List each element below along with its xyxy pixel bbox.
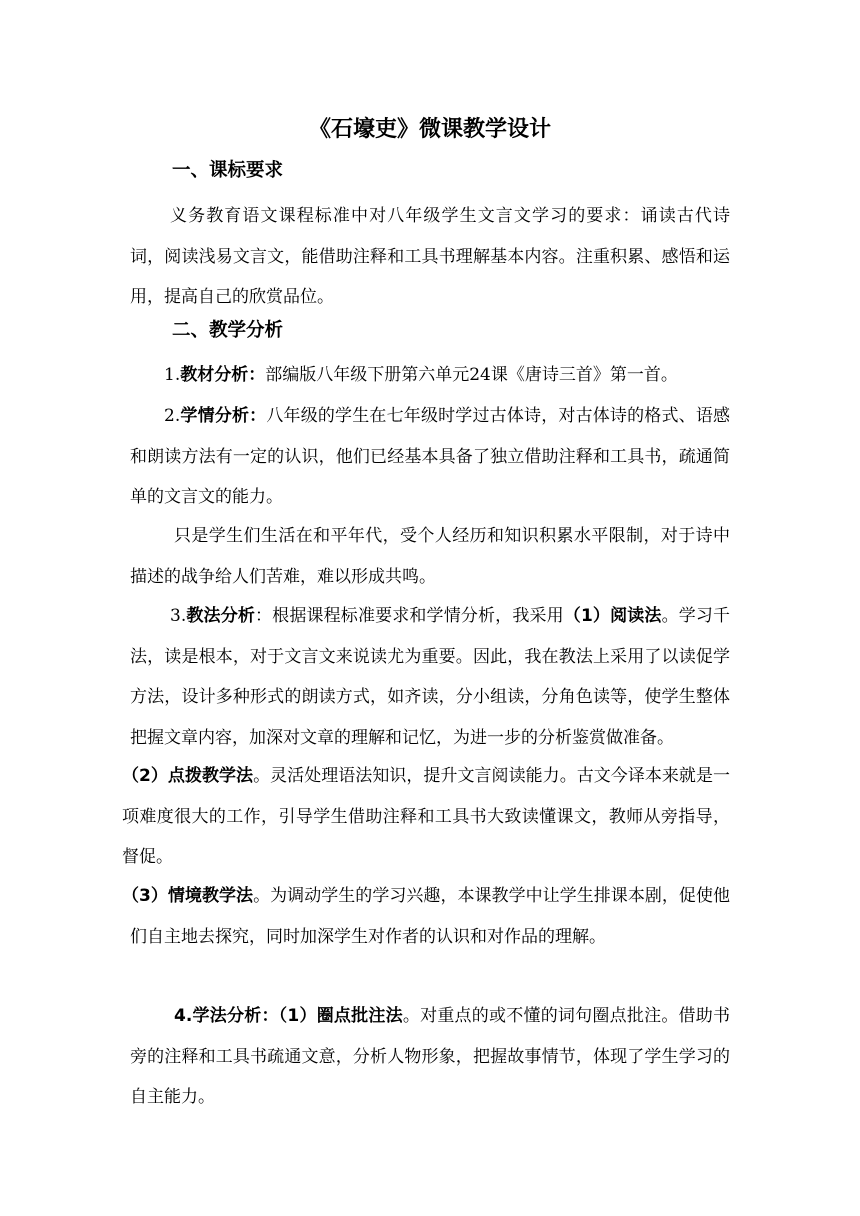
- section-heading-analysis: 二、教学分析: [172, 320, 284, 341]
- item-text: 。灵活处理语法知识，提升文言阅读能力。古文今译本来就是一项难度很大的工作，引导学生借助注释和工具书大致读懂课文，教师从旁指导，督促。: [122, 766, 730, 867]
- paragraph-curriculum: 义务教育语文课程标准中对八年级学生文言文学习的要求：诵读古代诗词，阅读浅易文言文，能借助注释和工具书理解基本内容。注重积累、感悟和运用，提高自己的欣赏品位。: [130, 206, 730, 307]
- item-text: 根据课程标准要求和学情分析，我采用: [272, 606, 564, 626]
- item-number: 1.: [164, 365, 181, 385]
- item-number: 3.: [170, 606, 187, 626]
- item-label: 教法分析: [186, 606, 256, 626]
- paragraph-textbook-analysis: [130, 355, 730, 396]
- paragraph-student-analysis: [130, 396, 730, 518]
- item-colon: ：: [255, 606, 273, 626]
- paragraph-learning-method: [130, 996, 730, 1118]
- document-title: 《石壕吏》微课教学设计: [308, 117, 551, 142]
- method-reading: （1）阅读法: [563, 606, 662, 626]
- item-colon: ：: [249, 406, 267, 426]
- item-text: 。为调动学生的学习兴趣，本课教学中让学生排课本剧，促使他们自主地去探究，同时加深学生对作者的认识和对作品的理解。: [130, 886, 730, 947]
- item-label: 教材分析: [180, 365, 249, 385]
- item-text: 八年级的学生在七年级时学过古体诗，对古体诗的格式、语感和朗读方法有一定的认识，他们已经基本具备了独立借助注释和工具书，疏通简单的文言文的能力。: [130, 406, 731, 507]
- item-number: 4.: [174, 1006, 193, 1026]
- item-text: 。学习千法，读是根本，对于文言文来说读尤为重要。因此，我在教法上采用了以读促学方法，设计多种形式的朗读方式，如齐读，分小组读，分角色读等，使学生整体把握文章内容，加深对文章的理解和记忆，为进一步的分析鉴赏做准备。: [130, 606, 731, 748]
- paragraph-teaching-method: [130, 596, 730, 758]
- item-label: 学情分析: [180, 406, 250, 426]
- method-guidance: （2）点拨教学法: [122, 766, 254, 786]
- item-text: 。对重点的或不懂的词句圈点批注。借助书旁的注释和工具书疏通文意，分析人物形象，把握故事情节，体现了学生学习的自主能力。: [130, 1006, 731, 1107]
- paragraph-situational-method: [122, 876, 730, 957]
- item-colon: ：: [248, 365, 266, 385]
- item-label: 学法分析：（1）圈点批注法: [192, 1006, 403, 1026]
- paragraph-student-limitation: 只是学生们生活在和平年代，受个人经历和知识积累水平限制，对于诗中描述的战争给人们苦难，难以形成共鸣。: [130, 526, 730, 587]
- paragraph-guidance-method: [122, 756, 730, 878]
- item-number: 2.: [164, 406, 181, 426]
- section-heading-curriculum: 一、课标要求: [172, 160, 284, 181]
- item-text: 部编版八年级下册第六单元24课《唐诗三首》第一首。: [265, 365, 678, 385]
- method-situational: （3）情境教学法: [122, 886, 254, 906]
